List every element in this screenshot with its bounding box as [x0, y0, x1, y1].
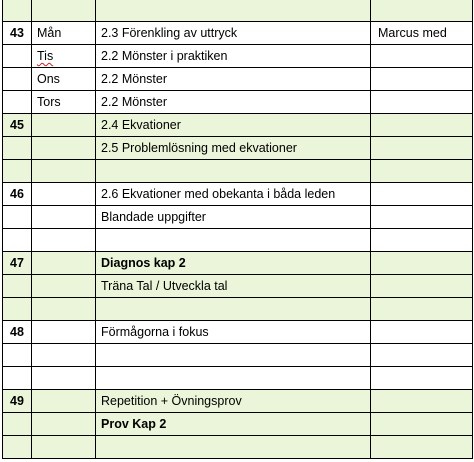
topic-cell[interactable]	[96, 275, 371, 298]
week-cell[interactable]	[3, 413, 32, 436]
topic-cell[interactable]	[96, 436, 371, 459]
note-cell[interactable]	[371, 390, 473, 413]
week-cell[interactable]	[3, 390, 32, 413]
week-cell-text: 46	[10, 187, 24, 201]
day-cell[interactable]	[32, 252, 96, 275]
topic-cell[interactable]	[96, 206, 371, 229]
topic-cell[interactable]	[96, 91, 371, 114]
table-row	[3, 298, 473, 321]
day-cell[interactable]	[32, 22, 96, 45]
schedule-body	[3, 0, 473, 459]
topic-cell-text: Förmågorna i fokus	[101, 325, 209, 339]
topic-cell[interactable]	[96, 367, 371, 390]
table-row	[3, 45, 473, 68]
topic-cell[interactable]	[96, 321, 371, 344]
note-cell[interactable]	[371, 436, 473, 459]
topic-cell[interactable]	[96, 252, 371, 275]
day-cell[interactable]	[32, 114, 96, 137]
day-cell[interactable]	[32, 436, 96, 459]
topic-cell[interactable]	[96, 298, 371, 321]
topic-cell-text: 2.2 Mönster	[101, 95, 168, 109]
week-cell[interactable]	[3, 275, 32, 298]
day-cell[interactable]	[32, 91, 96, 114]
topic-cell[interactable]	[96, 0, 371, 22]
note-cell[interactable]	[371, 160, 473, 183]
topic-cell-text: 2.2 Mönster i praktiken	[101, 49, 228, 63]
topic-cell-text: 2.6 Ekvationer med obekanta i båda leden	[101, 187, 336, 201]
table-row	[3, 229, 473, 252]
note-cell-text: Marcus med	[378, 26, 447, 40]
table-row	[3, 114, 473, 137]
week-cell[interactable]	[3, 229, 32, 252]
week-cell[interactable]	[3, 160, 32, 183]
week-cell-text: 49	[10, 394, 24, 408]
day-cell[interactable]	[32, 45, 96, 68]
table-row	[3, 252, 473, 275]
table-row	[3, 206, 473, 229]
table-row	[3, 160, 473, 183]
day-cell[interactable]	[32, 413, 96, 436]
day-cell-text: Tis	[37, 49, 54, 63]
day-cell[interactable]	[32, 390, 96, 413]
table-row	[3, 413, 473, 436]
note-cell[interactable]	[371, 0, 473, 22]
table-row	[3, 0, 473, 22]
topic-cell[interactable]	[96, 344, 371, 367]
day-cell[interactable]	[32, 137, 96, 160]
week-cell[interactable]	[3, 298, 32, 321]
day-cell[interactable]	[32, 298, 96, 321]
note-cell[interactable]	[371, 413, 473, 436]
table-row	[3, 137, 473, 160]
topic-cell[interactable]	[96, 22, 371, 45]
day-cell[interactable]	[32, 367, 96, 390]
week-cell[interactable]	[3, 22, 32, 45]
table-row	[3, 22, 473, 45]
day-cell-text: Tors	[37, 95, 61, 109]
week-cell[interactable]	[3, 367, 32, 390]
day-cell[interactable]	[32, 68, 96, 91]
note-cell[interactable]	[371, 298, 473, 321]
topic-cell-text: Träna Tal / Utveckla tal	[101, 279, 228, 293]
table-row	[3, 344, 473, 367]
table-row	[3, 183, 473, 206]
week-cell[interactable]	[3, 0, 32, 22]
week-cell[interactable]	[3, 114, 32, 137]
topic-cell-text: Diagnos kap 2	[101, 256, 186, 270]
day-cell-text: Ons	[37, 72, 60, 86]
week-cell[interactable]	[3, 252, 32, 275]
note-cell[interactable]	[371, 275, 473, 298]
table-row	[3, 275, 473, 298]
topic-cell[interactable]	[96, 390, 371, 413]
table-row	[3, 367, 473, 390]
table-row	[3, 321, 473, 344]
schedule-table	[2, 0, 473, 459]
week-cell[interactable]	[3, 344, 32, 367]
week-cell[interactable]	[3, 68, 32, 91]
week-cell[interactable]	[3, 137, 32, 160]
topic-cell-text: Blandade uppgifter	[101, 210, 206, 224]
note-cell[interactable]	[371, 137, 473, 160]
day-cell-text: Mån	[37, 26, 62, 40]
table-row	[3, 390, 473, 413]
week-cell[interactable]	[3, 206, 32, 229]
note-cell[interactable]	[371, 114, 473, 137]
table-row	[3, 91, 473, 114]
topic-cell[interactable]	[96, 45, 371, 68]
week-cell-text: 43	[10, 26, 24, 40]
topic-cell-text: 2.4 Ekvationer	[101, 118, 181, 132]
topic-cell[interactable]	[96, 137, 371, 160]
note-cell[interactable]	[371, 22, 473, 45]
week-cell[interactable]	[3, 321, 32, 344]
note-cell[interactable]	[371, 367, 473, 390]
table-row	[3, 436, 473, 459]
note-cell[interactable]	[371, 68, 473, 91]
topic-cell-text: 2.5 Problemlösning med ekvationer	[101, 141, 297, 155]
note-cell[interactable]	[371, 229, 473, 252]
note-cell[interactable]	[371, 91, 473, 114]
day-cell[interactable]	[32, 0, 96, 22]
note-cell[interactable]	[371, 252, 473, 275]
week-cell-text: 47	[10, 256, 24, 270]
week-cell[interactable]	[3, 436, 32, 459]
topic-cell-text: 2.3 Förenkling av uttryck	[101, 26, 238, 40]
topic-cell[interactable]	[96, 114, 371, 137]
week-cell[interactable]	[3, 45, 32, 68]
week-cell[interactable]	[3, 91, 32, 114]
topic-cell-text: 2.2 Mönster	[101, 72, 168, 86]
day-cell[interactable]	[32, 344, 96, 367]
note-cell[interactable]	[371, 45, 473, 68]
note-cell[interactable]	[371, 206, 473, 229]
topic-cell[interactable]	[96, 413, 371, 436]
week-cell[interactable]	[3, 183, 32, 206]
day-cell[interactable]	[32, 229, 96, 252]
day-cell[interactable]	[32, 160, 96, 183]
note-cell[interactable]	[371, 321, 473, 344]
day-cell[interactable]	[32, 275, 96, 298]
topic-cell[interactable]	[96, 68, 371, 91]
topic-cell[interactable]	[96, 183, 371, 206]
day-cell[interactable]	[32, 321, 96, 344]
week-cell-text: 48	[10, 325, 24, 339]
day-cell[interactable]	[32, 206, 96, 229]
week-cell-text: 45	[10, 118, 24, 132]
topic-cell[interactable]	[96, 160, 371, 183]
note-cell[interactable]	[371, 344, 473, 367]
table-row	[3, 68, 473, 91]
day-cell[interactable]	[32, 183, 96, 206]
topic-cell[interactable]	[96, 229, 371, 252]
topic-cell-text: Prov Kap 2	[101, 417, 167, 431]
note-cell[interactable]	[371, 183, 473, 206]
topic-cell-text: Repetition + Övningsprov	[101, 394, 242, 408]
